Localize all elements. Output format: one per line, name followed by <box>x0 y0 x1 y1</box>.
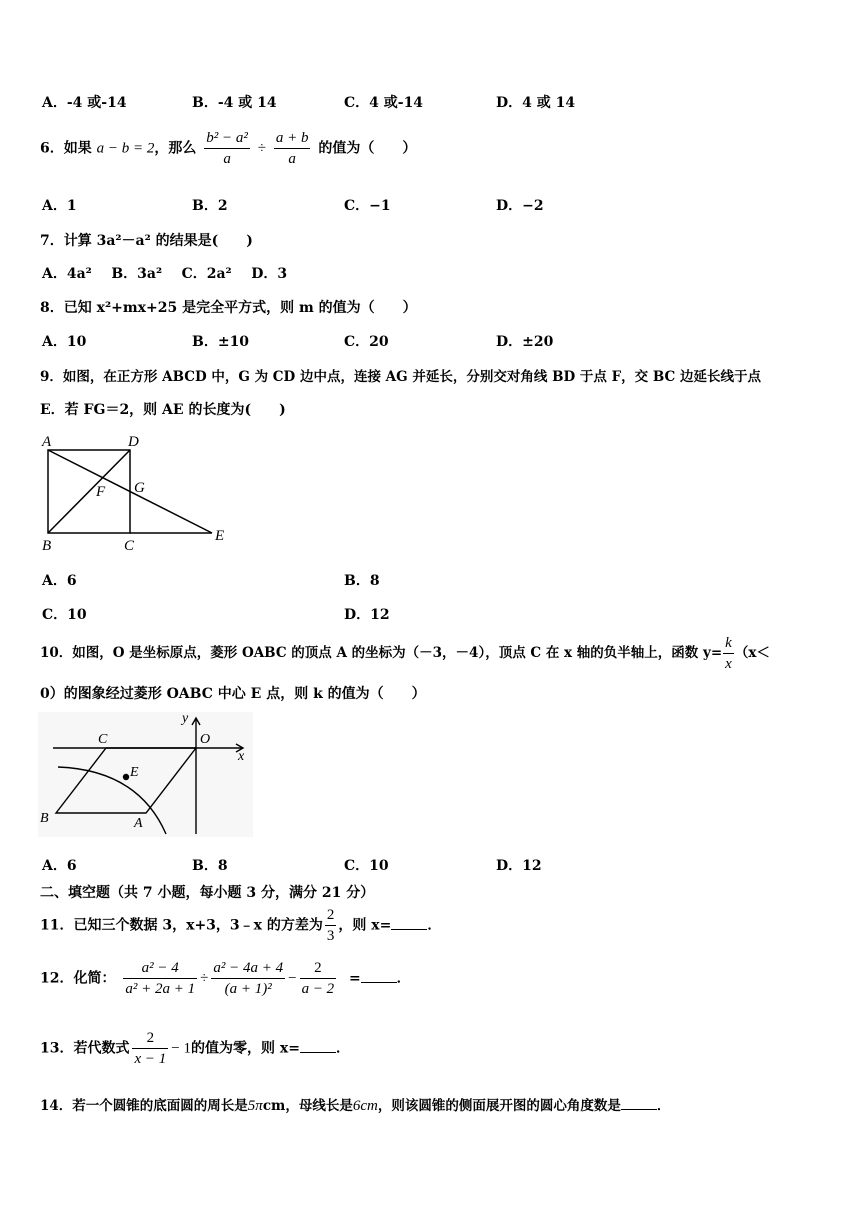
section-2-heading: 二、填空题（共 7 小题，每小题 3 分，满分 21 分） <box>40 885 375 901</box>
question-9-line2: E．若 FG＝2，则 AE 的长度为( ) <box>40 402 286 418</box>
label-d: D <box>128 434 139 450</box>
q5-option-d: D．4 或 14 <box>496 95 576 111</box>
diagonal-bd <box>48 450 130 533</box>
label-g: G <box>134 480 145 496</box>
label-a: A <box>134 816 143 831</box>
q9-option-a: A．6 <box>42 573 77 589</box>
q11-answer-blank[interactable] <box>391 917 427 930</box>
question-10-line2: 0）的图象经过菱形 OABC 中心 E 点，则 k 的值为（ ） <box>40 686 426 702</box>
question-6: 6．如果 a − b = 2，那么 $\frac{\text{b² − a²}}{a}$ ÷ $\frac{a + b}{a}$ 的值为（ ） <box>40 130 417 167</box>
center-point-e <box>123 774 129 780</box>
q10-option-d: D．12 <box>496 858 542 874</box>
q9-square-figure <box>38 430 238 555</box>
label-c: C <box>124 538 135 554</box>
q7-option-b: B．3a² <box>111 266 163 282</box>
q12-answer-blank[interactable] <box>361 970 397 983</box>
q7-options <box>42 263 287 283</box>
label-f: F <box>96 484 106 500</box>
q9-option-d: D．12 <box>344 607 390 623</box>
label-x: x <box>238 749 245 764</box>
question-10-line1: 10．如图，O 是坐标原点，菱形 OABC 的顶点 A 的坐标为（－3，－4），顶点 C 在 x 轴的负半轴上，函数 y= $\frac{k}{x}$ （x＜ <box>40 635 770 672</box>
label-b: B <box>42 538 52 554</box>
q5-option-c: C．4 或-14 <box>344 95 424 111</box>
q9-option-c: C．10 <box>42 607 87 623</box>
question-14: 14．若一个圆锥的底面圆的周长是5πcm，母线长是6cm，则该圆锥的侧面展开图的圆心角度数是 ． <box>40 1098 671 1114</box>
q6-option-d: D．−2 <box>496 198 544 214</box>
q7-option-d: D．3 <box>251 266 288 282</box>
label-a: A <box>42 434 52 450</box>
label-b: B <box>40 811 49 826</box>
q9-option-b: B．8 <box>344 573 380 589</box>
q10-rhombus-figure <box>38 712 253 837</box>
question-8: 8．已知 x²+mx+25 是完全平方式，则 m 的值为（ ） <box>40 300 417 316</box>
q8-option-d: D．±20 <box>496 334 554 350</box>
question-12: 12．化简： $\frac{\text{a² − 4}}{\text{a² + 2a + 1}}$ ÷ $\frac{\text{a² − 4a + 4}}{\text{(a + 1)²}}$ − $\frac{2}{a - 2}$ = ． <box>40 960 411 997</box>
label-c: C <box>98 732 108 747</box>
label-o: O <box>200 732 211 747</box>
q14-answer-blank[interactable] <box>621 1097 657 1110</box>
q13-answer-blank[interactable] <box>300 1040 336 1053</box>
q6-option-a: A．1 <box>42 198 77 214</box>
q8-option-a: A．10 <box>42 334 87 350</box>
q6-option-b: B．2 <box>192 198 228 214</box>
q7-option-a: A．4a² <box>42 266 92 282</box>
q5-option-a: A．-4 或-14 <box>42 95 127 111</box>
q8-option-b: B．±10 <box>192 334 250 350</box>
label-e: E <box>130 765 139 780</box>
q5-option-b: B．-4 或 14 <box>192 95 277 111</box>
q10-option-b: B．8 <box>192 858 228 874</box>
question-13: 13．若代数式 $\frac{2}{x - 1}$ − 1的值为零，则 x= ． <box>40 1030 350 1067</box>
q10-option-a: A．6 <box>42 858 77 874</box>
question-9-line1: 9．如图，在正方形 ABCD 中，G 为 CD 边中点，连接 AG 并延长，分别交对角线 BD 于点 F，交 BC 边延长线于点 <box>40 369 761 385</box>
q8-option-c: C．20 <box>344 334 389 350</box>
label-y: y <box>182 712 189 726</box>
q7-option-c: C．2a² <box>181 266 232 282</box>
question-11: 11．已知三个数据 3，x+3，3﹣x 的方差为 $\frac{2}{3}$ ，则 x= ． <box>40 907 442 944</box>
q10-option-c: C．10 <box>344 858 389 874</box>
question-7: 7．计算 3a²－a² 的结果是( ) <box>40 233 253 249</box>
figure-background <box>38 712 253 837</box>
label-e: E <box>215 528 225 544</box>
q6-option-c: C．−1 <box>344 198 391 214</box>
